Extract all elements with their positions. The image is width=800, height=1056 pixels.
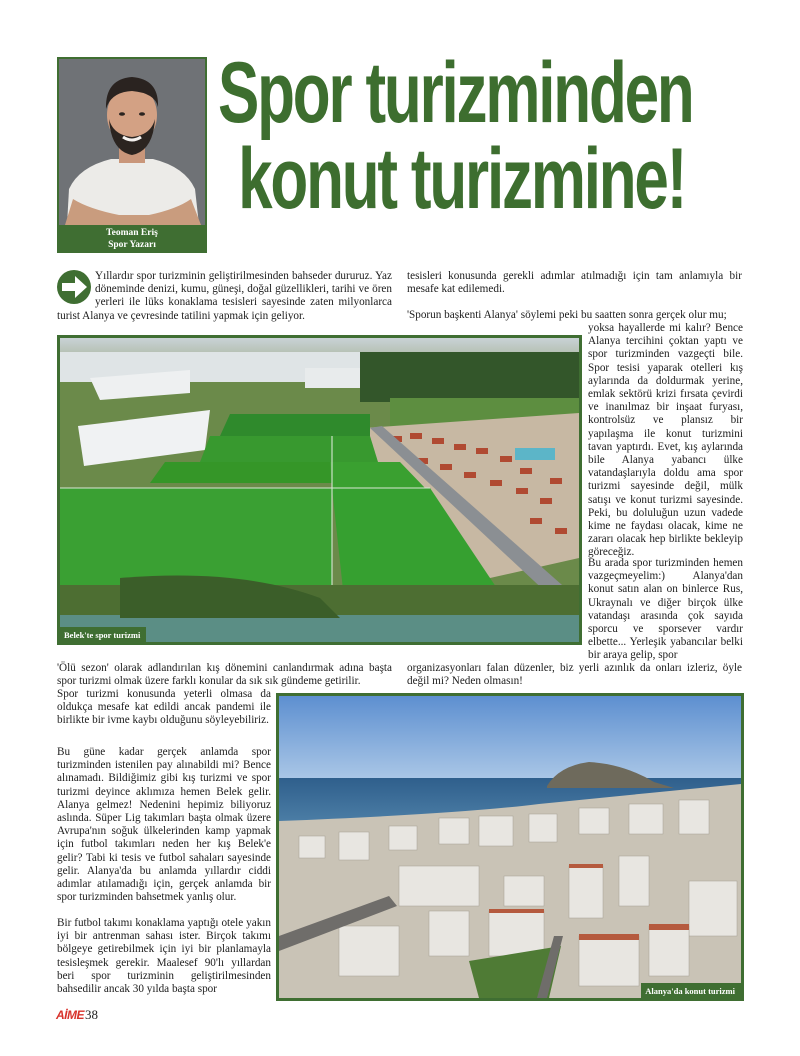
author-name: Teoman Eriş (106, 228, 158, 238)
right-paragraph-3: Bu arada spor turizminden hemen vazgeçmeyelim:) Alanya'dan konut satın alan on binlerce Rus, Ukraynalı ve diğer birçok ülke vatandaşı arasında çok sayıda sporcu ve sporsever vardır elbette... Yerleşik yabancılar belki bir araya gelip, spor (588, 557, 743, 662)
page-title (218, 45, 693, 227)
alanya-aerial-image (279, 696, 741, 998)
alanya-photo (276, 693, 744, 1001)
title-line-1: Spor turizminden (218, 45, 693, 141)
intro-paragraph (57, 270, 392, 323)
author-caption (59, 225, 205, 251)
author-box (57, 57, 207, 253)
belek-photo (57, 335, 582, 645)
alanya-photo-caption: Alanya'da konut turizmi (641, 983, 741, 998)
title-line-2: konut turizmine! (238, 131, 686, 227)
page-number: 38 (85, 1007, 98, 1022)
magazine-logo: AİME (56, 1008, 84, 1022)
belek-photo-caption: Belek'te spor turizmi (60, 627, 146, 642)
author-portrait-image (59, 59, 205, 225)
left-paragraph-2: Bu güne kadar gerçek anlamda spor turizminden istenilen pay alınabildi mi? Bence alınamadı. Bildiğimiz gibi kış turizmi ve spor turizmi deyince aklımıza hemen Belek gelir. Alanya gelmez! Nedenini hepimiz biliyoruz aslında. Süper Lig takımları başta olmak üzere Avrupa'nın soğuk ülkelerinden kamp yapmak için futbol takımları neden her kış Belek'e gelir? Tabi ki tesis ve futbol sahaları sayesinde gelir. Alanya'da bu anlamda yıllardır ciddi adımlar atılamadığı için, gerçek anlamda bir spor turizminden bahsetmek yanlış olur. (57, 746, 271, 904)
footer (56, 1006, 98, 1024)
intro-text: Yıllardır spor turizminin geliştirilmesinden bahseder dururuz. Yaz döneminde denizi, kumu, güneşi, doğal güzellikleri, tarihi ve ören yerleri ile lüks konaklama tesisleri sayesinde zaten milyonlarca turist Alanya ve çevresinde tatilini yapmak için geliyor. (57, 270, 392, 322)
left-paragraph-1-cont: Spor turizmi konusunda yeterli olmasa da oldukça mesafe kat edildi ancak pandemi ile birlikte bir ivme kaybı olduğunu söyleyebiliriz. (57, 688, 271, 727)
author-photo (59, 59, 205, 225)
right-paragraph-2: yoksa hayallerde mi kalır? Bence Alanya tercihini çoktan yaptı ve spor turizminden vazgeçti bile. Spor tesisi yaparak otelleri kış aylarında da doldurmak yerine, emlak sektörü krizi fırsata çevirdi ve inanılmaz bir inşaat furyası, kontrolsüz ve plansız bir yapılaşma ile konut turizmini tavan yaptırdı. Evet, kış aylarında bile Alanya yabancı ülke vatandaşlarıyla doldu ama spor turizmi sayesinde değil, mülk satışı ve konut turizmi sayesinde. Peki, bu doluluğun uzun vadede kime ne faydası olacak, kime ne zararı olacak hep birlikte bekleyip göreceğiz. (588, 322, 743, 559)
right-paragraph-1: tesisleri konusunda gerekli adımlar atılmadığı için tam anlamıyla bir mesafe kat edilemedi. (407, 270, 742, 296)
author-role: Spor Yazarı (108, 240, 156, 250)
left-paragraph-3: Bir futbol takımı konaklama yaptığı otele yakın iyi bir antrenman sahası ister. Birçok takımı bölgeye getirebilmek için iyi bir planlamayla tesisleşmek gerekir. Maalesef 90'lı yıllardan beri spor turizminin geliştirilmesinden bahsedilir ancak 30 yılda başta spor (57, 917, 271, 996)
belek-aerial-image (60, 338, 579, 642)
right-paragraph-3-end: organizasyonları falan düzenler, biz yerli azınlık da onları izleriz, öyle değil mi? Neden olmasın! (407, 662, 742, 688)
right-paragraph-2-lead: 'Sporun başkenti Alanya' söylemi peki bu saatten sonra gerçek olur mu; (407, 309, 727, 321)
intro-float-spacer (57, 270, 95, 306)
left-paragraph-1: 'Ölü sezon' olarak adlandırılan kış dönemini canlandırmak adına başta spor turizmi olmak üzere farklı konular da sık sık gündeme getirilir. (57, 662, 392, 688)
